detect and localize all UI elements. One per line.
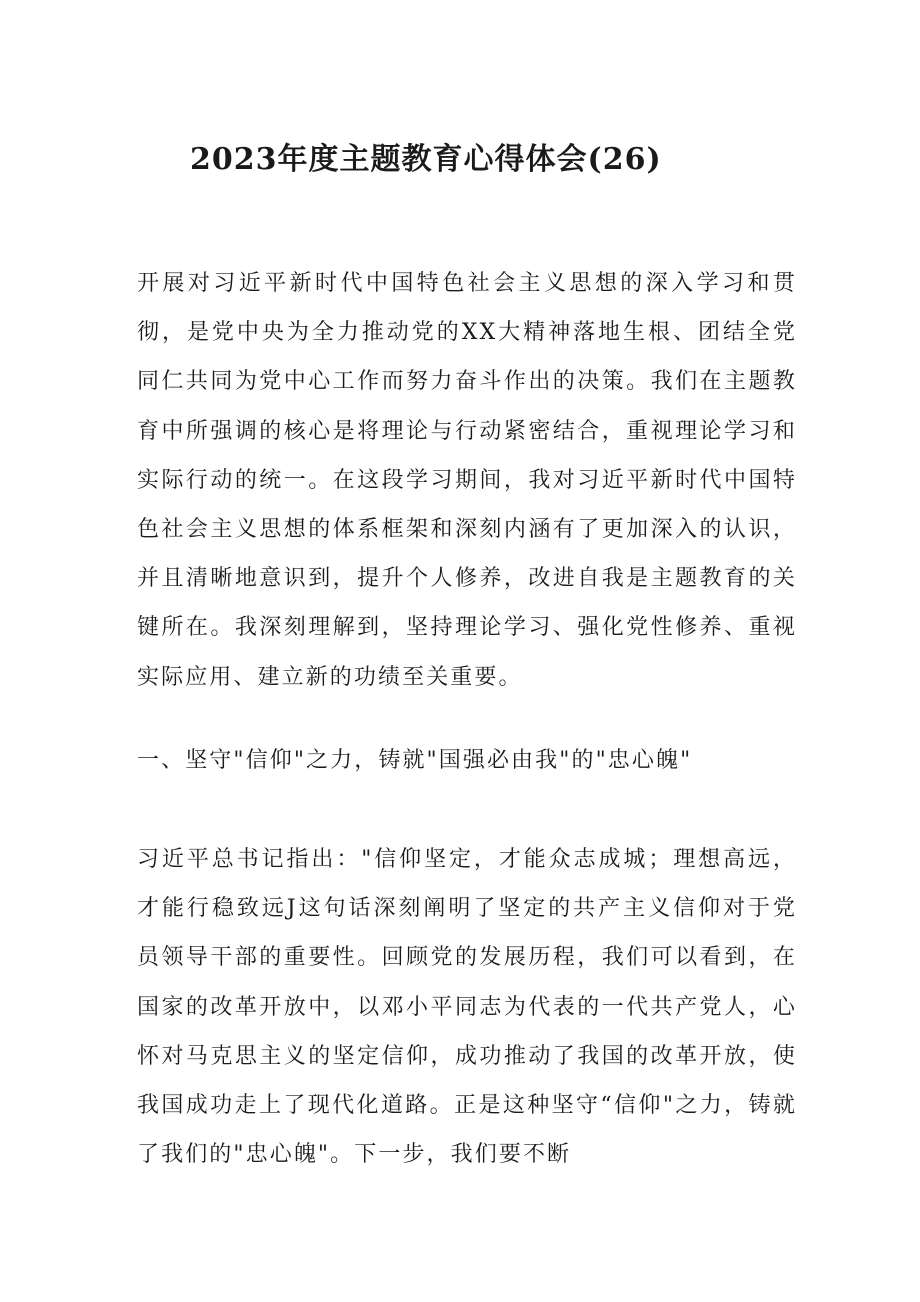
section-heading: 一、坚守"信仰"之力，铸就"国强必由我"的"忠心魄" <box>137 748 693 773</box>
intro-paragraph: 开展对习近平新时代中国特色社会主义思想的深入学习和贯彻，是党中央为全力推动党的XX大精神落地生根、团结全党同仁共同为党中心工作而努力奋斗作出的决策。我们在主题教育中所强调的核心是将理论与行动紧密结合，重视理论学习和实际行动的统一。在这段学习期间，我对习近平新时代中国特色社会主义思想的体系框架和深刻内涵有了更加深入的认识，并且清晰地意识到，提升个人修养，改进自我是主题教育的关键所在。我深刻理解到，坚持理论学习、强化党性修养、重视实际应用、建立新的功绩至关重要。 <box>137 271 797 690</box>
section-paragraph: 习近平总书记指出："信仰坚定，才能众志成城；理想高远，才能行稳致远J这句话深刻阐明了坚定的共产主义信仰对于党员领导干部的重要性。回顾党的发展历程，我们可以看到，在国家的改革开放中，以邓小平同志为代表的一代共产党人，心怀对马克思主义的坚定信仰，成功推动了我国的改革开放，使我国成功走上了现代化道路。正是这种坚守“信仰"之力，铸就了我们的"忠心魄"。下一步，我们要不断 <box>137 847 797 1168</box>
document-title: 2023年度主题教育心得体会(26) <box>190 142 662 177</box>
